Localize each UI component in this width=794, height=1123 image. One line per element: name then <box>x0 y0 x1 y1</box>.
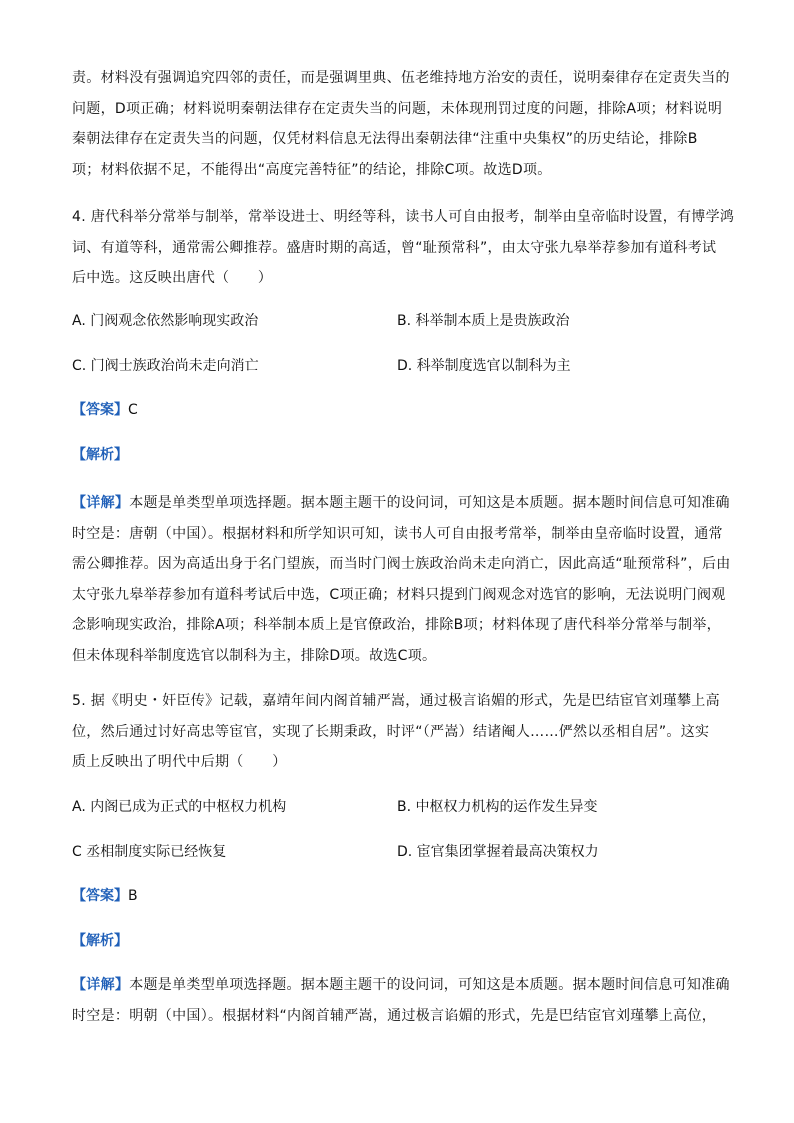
question-5-option-d: D. 宦官集团掌握着最高决策权力 <box>397 844 599 860</box>
question-5-analysis-heading <box>72 931 128 951</box>
question-5-detail <box>72 970 730 1031</box>
text-line: 秦朝法律存在定责失当的问题，仅凭材料信息无法得出秦朝法律“注重中央集权”的历史结论，排除B <box>72 131 698 148</box>
question-4-option-c: C. 门阀士族政治尚未走向消亡 <box>72 358 259 374</box>
detail-label: 【详解】 <box>72 977 130 993</box>
answer-value: B <box>128 888 138 904</box>
question-4-option-a: A. 门阀观念依然影响现实政治 <box>72 313 259 329</box>
text-line: 【详解】本题是单类型单项选择题。据本题主题干的设问词，可知这是本质题。据本题时间信息可知准确 <box>72 977 730 993</box>
text-line: 需公卿推荐。因为高适出身于名门望族，而当时门阀士族政治尚未走向消亡，因此高适“耻预常科”，后由 <box>72 556 731 573</box>
answer-label: 【答案】 <box>72 888 128 904</box>
text-line: 【详解】本题是单类型单项选择题。据本题主题干的设问词，可知这是本质题。据本题时间信息可知准确 <box>72 495 730 511</box>
text-line: 太守张九皋举荐参加有道科考试后中选，C项正确；材料只提到门阀观念对选官的影响，无法说明门阀观 <box>72 586 726 603</box>
analysis-label: 【解析】 <box>72 933 128 949</box>
previous-explanation <box>72 63 730 185</box>
detail-label: 【详解】 <box>72 495 130 511</box>
text-line: 但未体现科举制度选官以制科为主，排除D项。故选C项。 <box>72 647 437 664</box>
text-line: 项；材料依据不足，不能得出“高度完善特征”的结论，排除C项。故选D项。 <box>72 161 552 178</box>
question-4-stem <box>72 202 735 294</box>
question-5-option-c: C 丞相制度实际已经恢复 <box>72 844 227 860</box>
analysis-label: 【解析】 <box>72 447 128 463</box>
question-4-option-d: D. 科举制度选官以制科为主 <box>397 358 571 374</box>
question-5-answer <box>72 886 138 906</box>
text-line: 时空是：唐朝（中国）。根据材料和所学知识可知，读书人可自由报考常举，制举由皇帝临时设置，通常 <box>72 525 723 542</box>
question-5-option-b: B. 中枢权力机构的运作发生异变 <box>397 799 598 815</box>
question-4-detail <box>72 488 731 672</box>
question-4-option-b: B. 科举制本质上是贵族政治 <box>397 313 570 329</box>
answer-value: C <box>128 402 138 418</box>
text-line: 4. 唐代科举分常举与制举，常举设进士、明经等科，读书人可自由报考，制举由皇帝临时设置，有博学鸿 <box>72 209 735 225</box>
question-4-analysis-heading <box>72 445 128 465</box>
text-line: 后中选。这反映出唐代（ ） <box>72 270 273 287</box>
text-line: 责。材料没有强调追究四邻的责任，而是强调里典、伍老维持地方治安的责任，说明秦律存在定责失当的 <box>72 70 730 86</box>
text-line: 念影响现实政治，排除A项；科举制本质上是官僚政治，排除B项；材料体现了唐代科举分常举与制举， <box>72 617 721 634</box>
text-line: 质上反映出了明代中后期（ ） <box>72 754 287 771</box>
question-5-stem <box>72 686 724 778</box>
text-line: 词、有道等科，通常需公卿推荐。盛唐时期的高适，曾“耻预常科”，由太守张九皋举荐参加有道科考试 <box>72 239 717 256</box>
answer-label: 【答案】 <box>72 402 128 418</box>
text-line: 5. 据《明史・奸臣传》记载，嘉靖年间内阁首辅严嵩，通过极言谄媚的形式，先是巴结宦官刘瑾攀上高 <box>72 693 720 709</box>
question-4-answer <box>72 400 138 420</box>
text-line: 问题，D项正确；材料说明秦朝法律存在定责失当的问题，未体现刑罚过度的问题，排除A项；材料说明 <box>72 100 723 117</box>
text-line: 时空是：明朝（中国）。根据材料“内阁首辅严嵩，通过极言谄媚的形式，先是巴结宦官刘瑾攀上高位， <box>72 1007 717 1024</box>
text-line: 位，然后通过讨好高忠等宦官，实现了长期秉政，时评“（严嵩）结诸阉人……俨然以丞相自居”。这实 <box>72 723 710 740</box>
question-5-option-a: A. 内阁已成为正式的中枢权力机构 <box>72 799 287 815</box>
